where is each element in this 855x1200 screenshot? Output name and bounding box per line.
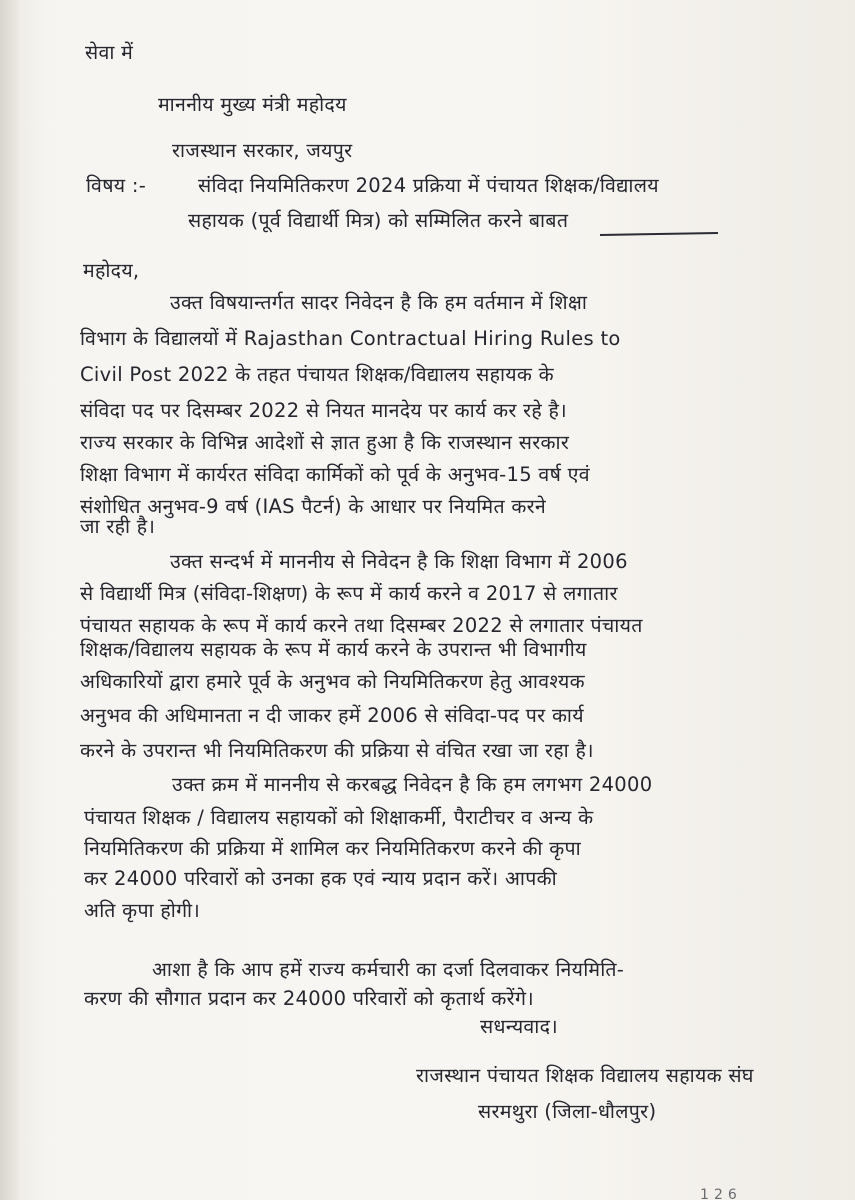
paragraph-1-line: राज्य सरकार के विभिन्न आदेशों से ज्ञात हुआ है कि राजस्थान सरकार	[80, 431, 570, 454]
paragraph-1-line: शिक्षा विभाग में कार्यरत संविदा कार्मिकों को पूर्व के अनुभव-15 वर्ष एवं	[80, 463, 590, 486]
recipient-line-2: राजस्थान सरकार, जयपुर	[172, 139, 353, 162]
paragraph-3-line: अति कृपा होगी।	[84, 899, 201, 922]
greeting: महोदय,	[83, 259, 140, 282]
paragraph-1-line: संविदा पद पर दिसम्बर 2022 से नियत मानदेय पर कार्य कर रहे है।	[80, 399, 567, 422]
paragraph-2-line: पंचायत सहायक के रूप में कार्य करने तथा दिसम्बर 2022 से लगातार पंचायत	[80, 614, 643, 637]
subject-line-2: सहायक (पूर्व विद्यार्थी मित्र) को सम्मिलित करने बाबत	[188, 209, 569, 232]
paragraph-1-line: जा रही है।	[80, 515, 156, 538]
subject-line-1: संविदा नियमितिकरण 2024 प्रक्रिया में पंचायत शिक्षक/विद्यालय	[198, 174, 659, 197]
paragraph-2-line: अधिकारियों द्वारा हमारे पूर्व के अनुभव को नियमितिकरण हेतु आवश्यक	[80, 670, 585, 693]
paragraph-2-line: उक्त सन्दर्भ में माननीय से निवेदन है कि शिक्षा विभाग में 2006	[170, 550, 628, 573]
paragraph-4-line: करण की सौगात प्रदान कर 24000 परिवारों को कृतार्थ करेंगे।	[84, 987, 534, 1010]
bottom-mark: 1 2 6	[700, 1187, 738, 1200]
paragraph-3-line: उक्त क्रम में माननीय से करबद्ध निवेदन है कि हम लगभग 24000	[172, 773, 653, 796]
paragraph-2-line: अनुभव की अधिमानता न दी जाकर हमें 2006 से संविदा-पद पर कार्य	[80, 704, 584, 727]
paragraph-2-line: शिक्षक/विद्यालय सहायक के रूप में कार्य करने के उपरान्त भी विभागीय	[80, 638, 587, 661]
page-fold-shadow	[0, 0, 22, 1200]
paragraph-2-line: करने के उपरान्त भी नियमितिकरण की प्रक्रिया से वंचित रखा जा रहा है।	[80, 739, 594, 762]
paragraph-1-line: Civil Post 2022 के तहत पंचायत शिक्षक/विद्यालय सहायक के	[80, 363, 554, 386]
paragraph-3-line: नियमितिकरण की प्रक्रिया में शामिल कर नियमितिकरण करने की कृपा	[84, 837, 581, 860]
paragraph-1-line: संशोधित अनुभव-9 वर्ष (IAS पैटर्न) के आधार पर नियमित करने	[80, 495, 547, 518]
paragraph-1-line: विभाग के विद्यालयों में Rajasthan Contractual Hiring Rules to	[80, 327, 621, 350]
salutation: सेवा में	[85, 41, 134, 64]
paragraph-3-line: कर 24000 परिवारों को उनका हक एवं न्याय प्रदान करें। आपकी	[84, 867, 557, 890]
paragraph-2-line: से विद्यार्थी मित्र (संविदा-शिक्षण) के रूप में कार्य करने व 2017 से लगातार	[80, 582, 618, 605]
signature-line-1: राजस्थान पंचायत शिक्षक विद्यालय सहायक संघ	[416, 1064, 754, 1087]
closing: सधन्यवाद।	[480, 1015, 558, 1038]
subject-underline	[600, 232, 718, 236]
signature-line-2: सरमथुरा (जिला-धौलपुर)	[478, 1100, 657, 1123]
subject-label: विषय :-	[86, 174, 147, 197]
recipient-line-1: माननीय मुख्य मंत्री महोदय	[158, 93, 347, 116]
paragraph-3-line: पंचायत शिक्षक / विद्यालय सहायकों को शिक्षाकर्मी, पैराटीचर व अन्य के	[84, 806, 594, 829]
paragraph-1-line: उक्त विषयान्तर्गत सादर निवेदन है कि हम वर्तमान में शिक्षा	[170, 291, 588, 314]
paragraph-4-line: आशा है कि आप हमें राज्य कर्मचारी का दर्जा दिलवाकर नियमिति-	[152, 958, 625, 981]
